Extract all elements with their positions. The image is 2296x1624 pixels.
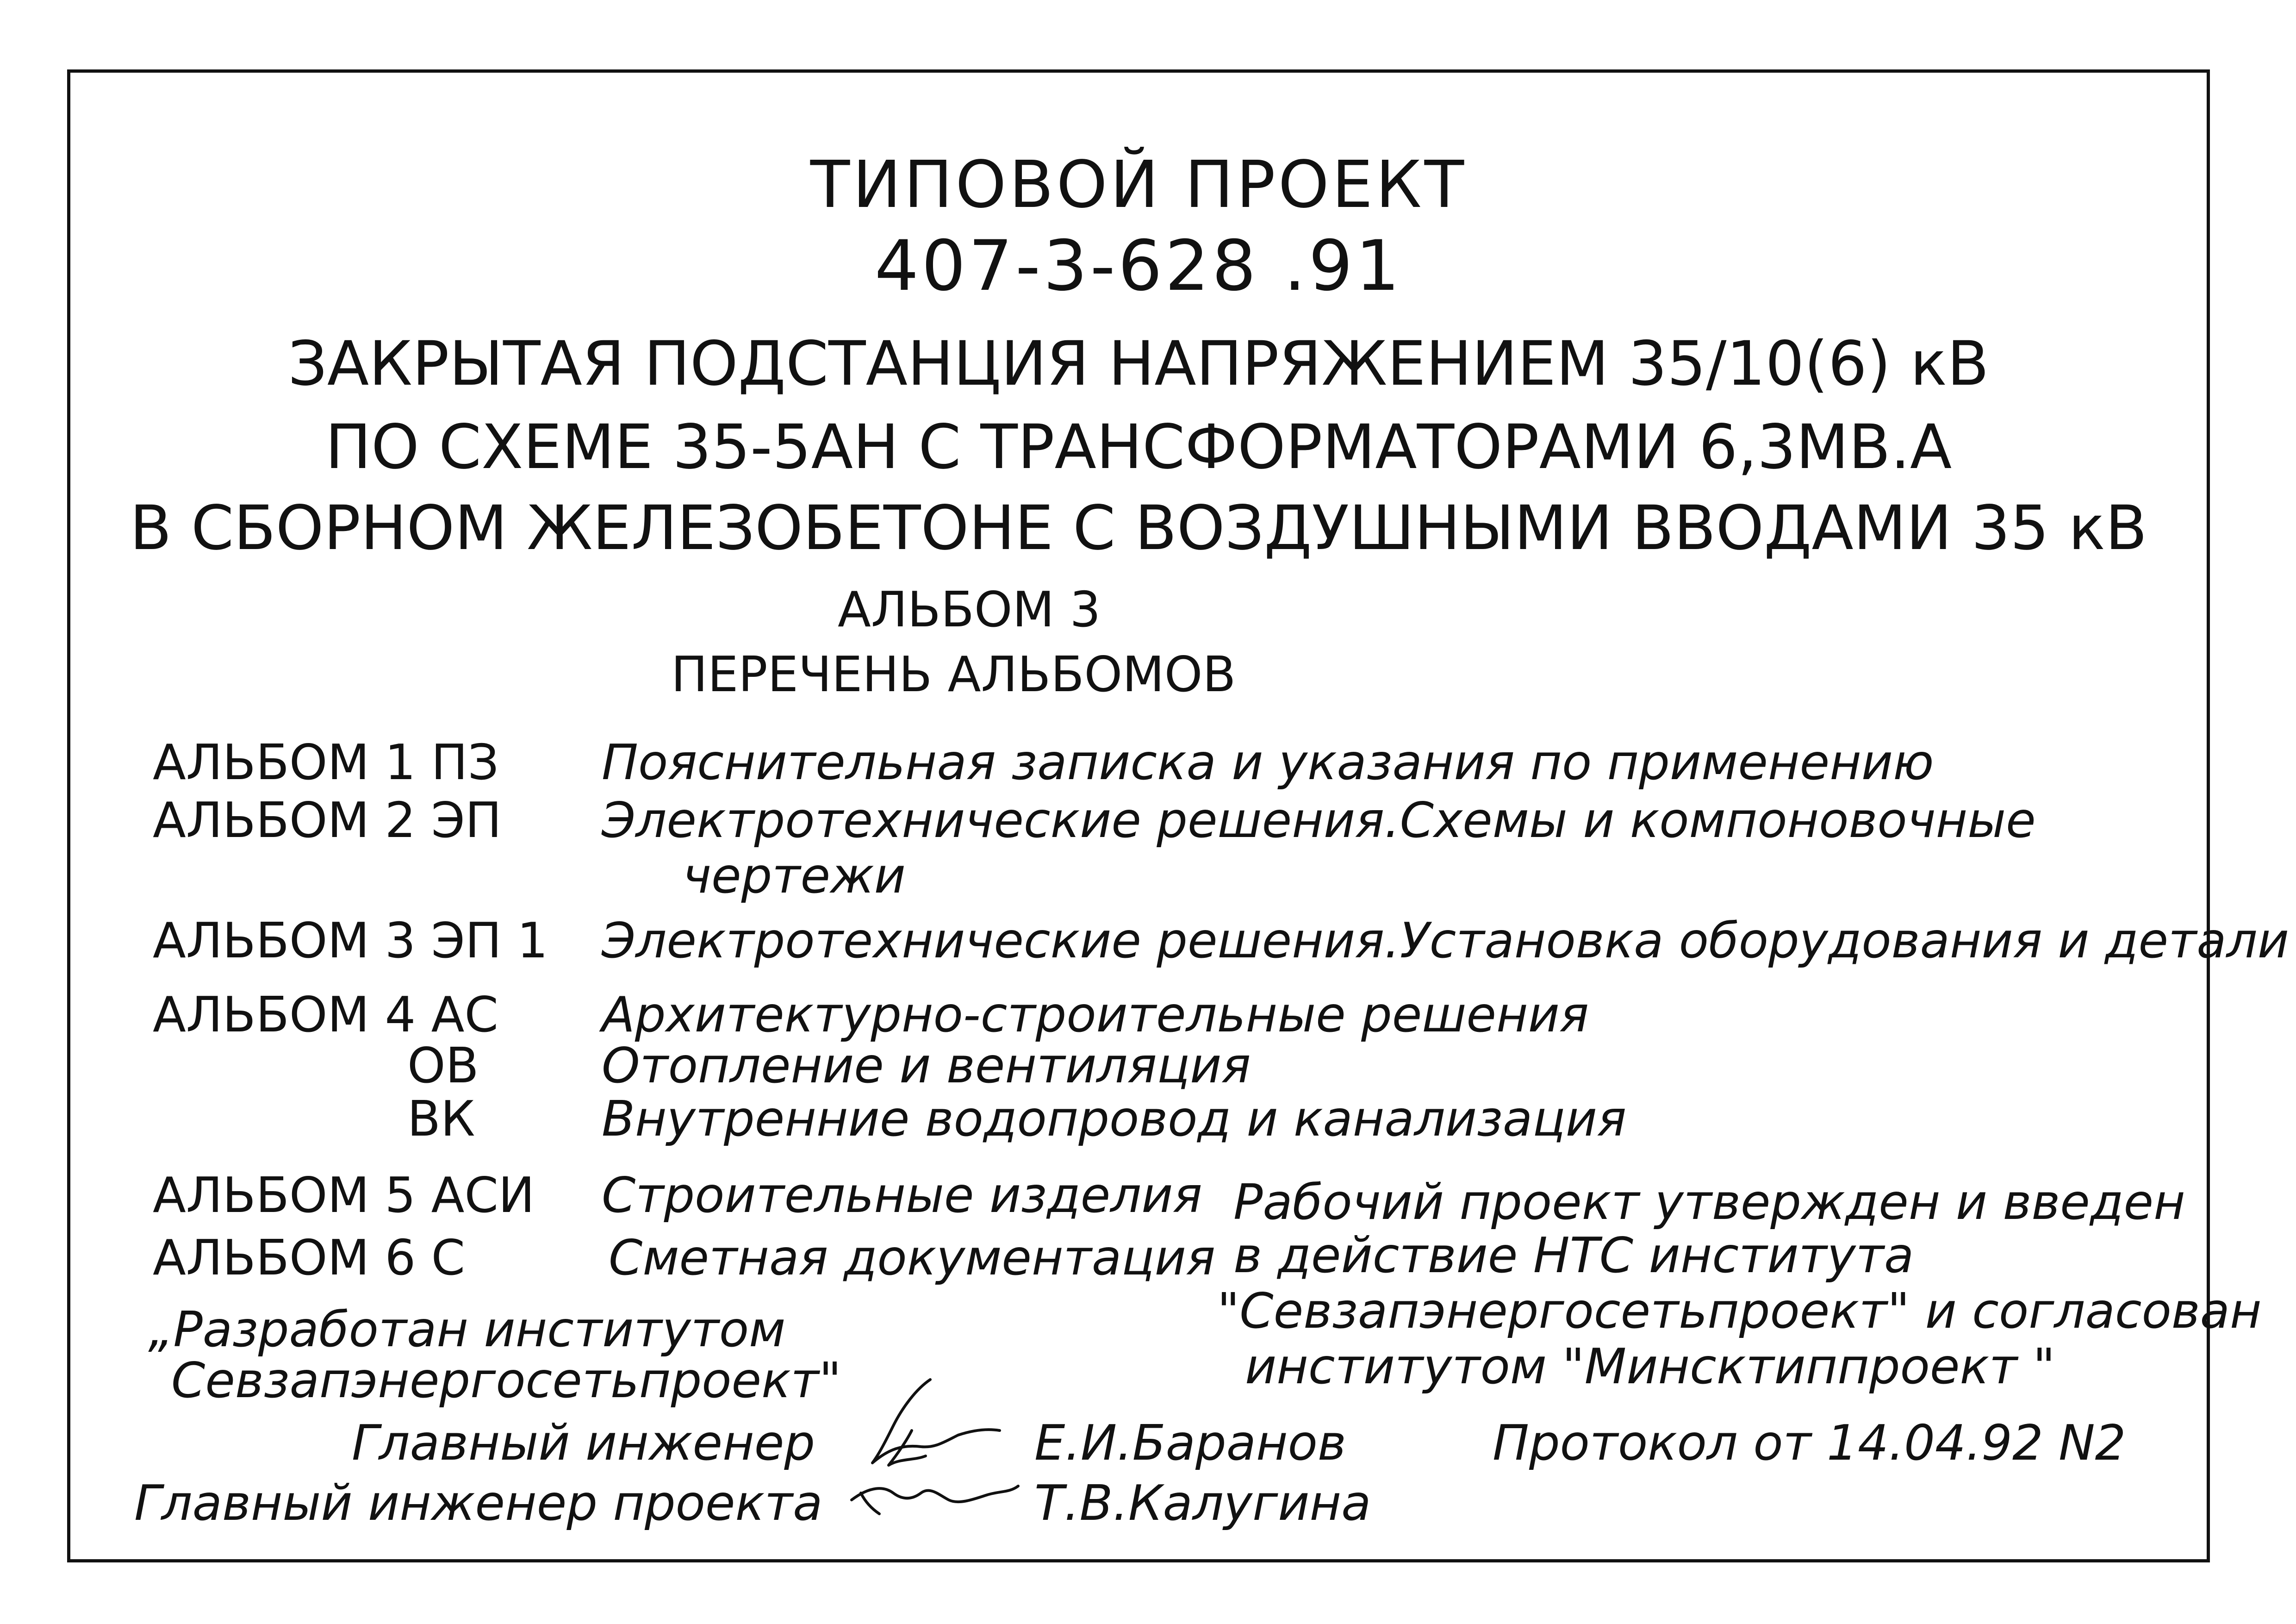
handwritten-signatures bbox=[833, 1361, 1027, 1537]
album-4-vk-desc: Внутренние водопровод и канализация bbox=[602, 1091, 1627, 1147]
album-2-desc-cont: чертежи bbox=[683, 848, 906, 904]
album-4-vk-code: ВК bbox=[407, 1091, 475, 1147]
album-6-code: АЛЬБОМ 6 С bbox=[153, 1230, 465, 1286]
album-2-code: АЛЬБОМ 2 ЭП bbox=[153, 792, 502, 849]
album-5-code: АЛЬБОМ 5 АСИ bbox=[153, 1167, 535, 1224]
developer-line-2: Севзапэнергосетьпроект" bbox=[171, 1352, 841, 1409]
title-line-3: В СБОРНОМ ЖЕЛЕЗОБЕТОНЕ С ВОЗДУШНЫМИ ВВОДАМИ 35 кВ bbox=[130, 493, 2147, 564]
album-heading: АЛЬБОМ 3 bbox=[838, 581, 1101, 638]
album-2-desc: Электротехнические решения.Схемы и компоновочные bbox=[602, 792, 2036, 849]
title-line-2: ПО СХЕМЕ 35-5АН С ТРАНСФОРМАТОРАМИ 6,3МВ.А bbox=[325, 412, 1952, 483]
signature-kalugina bbox=[852, 1486, 1018, 1502]
album-4-ov-code: ОВ bbox=[407, 1037, 479, 1094]
approval-line-4: институтом "Минсктиппроект " bbox=[1245, 1338, 2055, 1395]
signature-baranov bbox=[872, 1380, 1000, 1463]
album-4-ov-desc: Отопление и вентиляция bbox=[602, 1037, 1251, 1094]
album-6-desc: Сметная документация bbox=[609, 1230, 1216, 1286]
project-type: ТИПОВОЙ ПРОЕКТ bbox=[810, 147, 1467, 223]
project-number: 407-3-628 .91 bbox=[874, 226, 1403, 306]
album-3-desc: Электротехнические решения.Установка оборудования и детали bbox=[602, 912, 2289, 969]
chief-engineer-role: Главный инженер bbox=[352, 1415, 815, 1471]
album-4-desc: Архитектурно-строительные решения bbox=[602, 987, 1589, 1043]
title-line-1: ЗАКРЫТАЯ ПОДСТАНЦИЯ НАПРЯЖЕНИЕМ 35/10(6) кВ bbox=[288, 328, 1989, 400]
album-list-title: ПЕРЕЧЕНЬ АЛЬБОМОВ bbox=[671, 646, 1236, 703]
protocol-text: Протокол от 14.04.92 N2 bbox=[1493, 1415, 2126, 1471]
album-3-code: АЛЬБОМ 3 ЭП 1 bbox=[153, 912, 548, 969]
album-5-desc: Строительные изделия bbox=[602, 1167, 1202, 1224]
approval-line-2: в действие НТС института bbox=[1233, 1227, 1914, 1284]
album-4-code: АЛЬБОМ 4 АС bbox=[153, 987, 498, 1043]
approval-line-1: Рабочий проект утвержден и введен bbox=[1233, 1174, 2185, 1230]
project-chief-role: Главный инженер проекта bbox=[134, 1475, 823, 1531]
chief-engineer-name: Е.И.Баранов bbox=[1034, 1415, 1346, 1471]
approval-line-3: "Севзапэнергосетьпроект" и согласован bbox=[1217, 1283, 2262, 1339]
developer-line-1: „Разработан институтом bbox=[148, 1301, 786, 1358]
album-1-code: АЛЬБОМ 1 ПЗ bbox=[153, 734, 499, 791]
project-chief-name: Т.В.Калугина bbox=[1034, 1475, 1371, 1531]
album-1-desc: Пояснительная записка и указания по применению bbox=[602, 734, 1934, 791]
